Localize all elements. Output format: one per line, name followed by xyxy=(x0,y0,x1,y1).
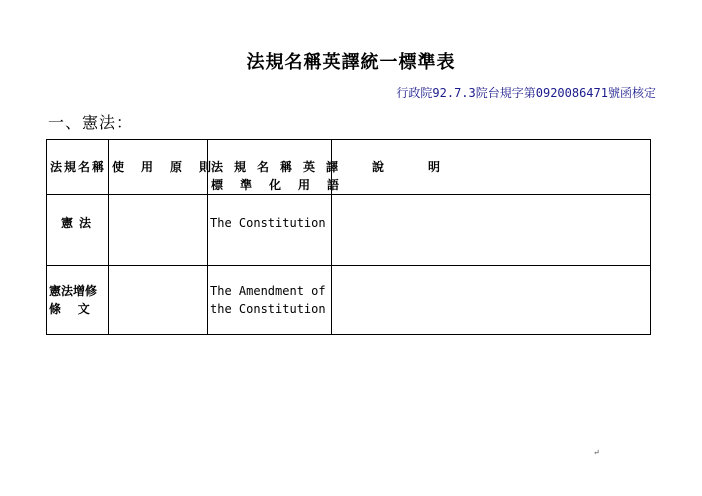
english-name xyxy=(208,266,331,318)
row-english-cell xyxy=(208,195,332,266)
header-english-line1: 法規名稱英譯 xyxy=(211,160,350,174)
header-english xyxy=(208,140,357,194)
english-name: The Constitution xyxy=(210,216,326,230)
row-principle-cell xyxy=(109,195,208,266)
law-name: 憲法增修 條 文 xyxy=(49,284,98,316)
law-name: 憲法 xyxy=(61,216,98,230)
standardization-table xyxy=(46,139,651,335)
english-name-line1: The Amendment of xyxy=(210,284,326,298)
english-name-line2: the Constitution xyxy=(210,302,326,316)
header-english-line2: 標準化用語 xyxy=(211,178,357,192)
header-remarks-cell xyxy=(332,140,651,195)
header-usage-principle: 使用原則 xyxy=(112,160,229,174)
row-remarks-cell xyxy=(332,266,651,335)
header-law-name: 法規名稱 xyxy=(50,160,107,174)
page-title: 法規名稱英譯統一標準表 xyxy=(246,52,456,73)
row-principle-cell xyxy=(109,266,208,335)
table-header-row xyxy=(47,140,651,195)
header-law-name-cell xyxy=(47,140,109,195)
row-remarks-cell xyxy=(332,195,651,266)
header-usage-principle-cell xyxy=(109,140,229,195)
row-name-cell xyxy=(47,195,109,266)
approval-note: 行政院92.7.3院台規字第0920086471號函核定 xyxy=(396,86,656,100)
table-row xyxy=(47,266,651,335)
row-english-cell xyxy=(208,266,332,335)
header-remarks: 說明 xyxy=(372,160,485,174)
section-heading: 一、憲法： xyxy=(48,113,134,132)
paragraph-mark: ↵ xyxy=(593,448,600,457)
header-english-cell xyxy=(208,140,357,195)
table-row xyxy=(47,195,651,266)
row-name-cell xyxy=(47,266,109,335)
